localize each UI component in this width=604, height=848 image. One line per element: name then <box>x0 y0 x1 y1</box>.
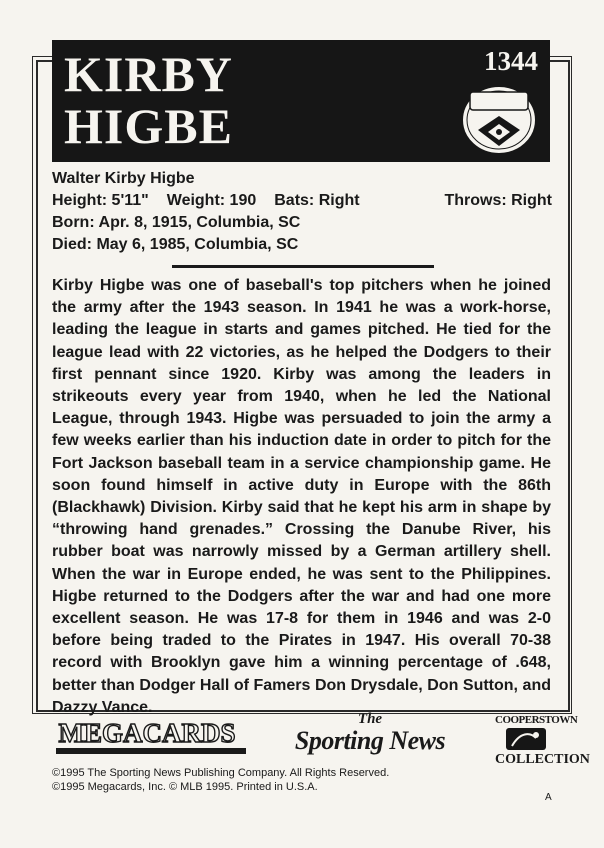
weight-text: Weight: 190 <box>166 192 257 209</box>
throws-text: Throws: Right <box>444 192 552 209</box>
bats-text: Bats: Right <box>274 192 360 209</box>
name-header <box>52 40 550 162</box>
full-name-text: Walter Kirby Higbe <box>52 170 195 187</box>
sporting-news-title: Sporting News <box>294 726 446 755</box>
corner-letter: A <box>545 792 552 803</box>
megacards-logo <box>54 716 240 756</box>
card-number: 1344 <box>484 46 538 76</box>
megacards-logo-text: MEGACARDS <box>58 718 236 748</box>
player-name-first: KIRBY <box>64 46 233 102</box>
copyright-notice <box>52 766 472 794</box>
died-text: Died: May 6, 1985, Columbia, SC <box>52 236 299 253</box>
sporting-news-logo <box>275 712 465 762</box>
biography-text: Kirby Higbe was one of baseball's top pitchers when he joined the army after the 1943 season. In 1941 he was a work-horse, leading the league in starts and games pitched. He tied for the league lead with 22 victories, as he helped the Dodgers to their first pennant since 1920. Kirby was among the leaders in strikeouts every year from 1940, when he led the National League, through 1943. Higbe was persuaded to join the army a few weeks earlier than his induction date in order to pitch for the Fort Jackson baseball team in a service championship game. He soon found himself in active duty in Europe with the 86th (Blackhawk) Division. Kirby said that he kept his arm in shape by “throwing hand grenades.” Crossing the Danube River, his rubber boat was narrowly missed by a German artillery shell. When the war in Europe ended, he was sent to the Philippines. Higbe returned to the Dodgers after the war and had one more excellent season. He was 17-8 for them in 1946 and was 2-0 before being traded to the Pirates in 1947. His overall 70-38 record with Brooklyn gave him a winning percentage of .648, better than Dodger Hall of Famers Don Drysdale, Don Sutton, and Dazzy Vance. <box>52 277 551 716</box>
section-divider <box>172 265 434 268</box>
height-text: Height: 5'11" <box>52 192 149 209</box>
born-row <box>52 212 552 234</box>
player-info <box>52 168 552 256</box>
sporting-news-the: The <box>357 711 383 727</box>
died-row <box>52 234 552 256</box>
player-name <box>64 48 233 152</box>
copyright-line-2: ©1995 Megacards, Inc. © MLB 1995. Printed in U.S.A. <box>52 781 318 793</box>
conlon-collection-logo <box>458 80 540 156</box>
collection-text: COLLECTION <box>495 752 590 767</box>
footer-logos <box>40 711 590 772</box>
copyright-line-1: ©1995 The Sporting News Publishing Company. All Rights Reserved. <box>52 767 390 779</box>
stats-row <box>52 190 552 212</box>
cooperstown-text: COOPERSTOWN <box>495 714 578 726</box>
cooperstown-collection-logo <box>495 714 590 784</box>
born-text: Born: Apr. 8, 1915, Columbia, SC <box>52 214 301 231</box>
mlb-logo-icon <box>506 728 546 750</box>
player-name-last: HIGBE <box>64 98 233 154</box>
full-name <box>52 168 552 190</box>
